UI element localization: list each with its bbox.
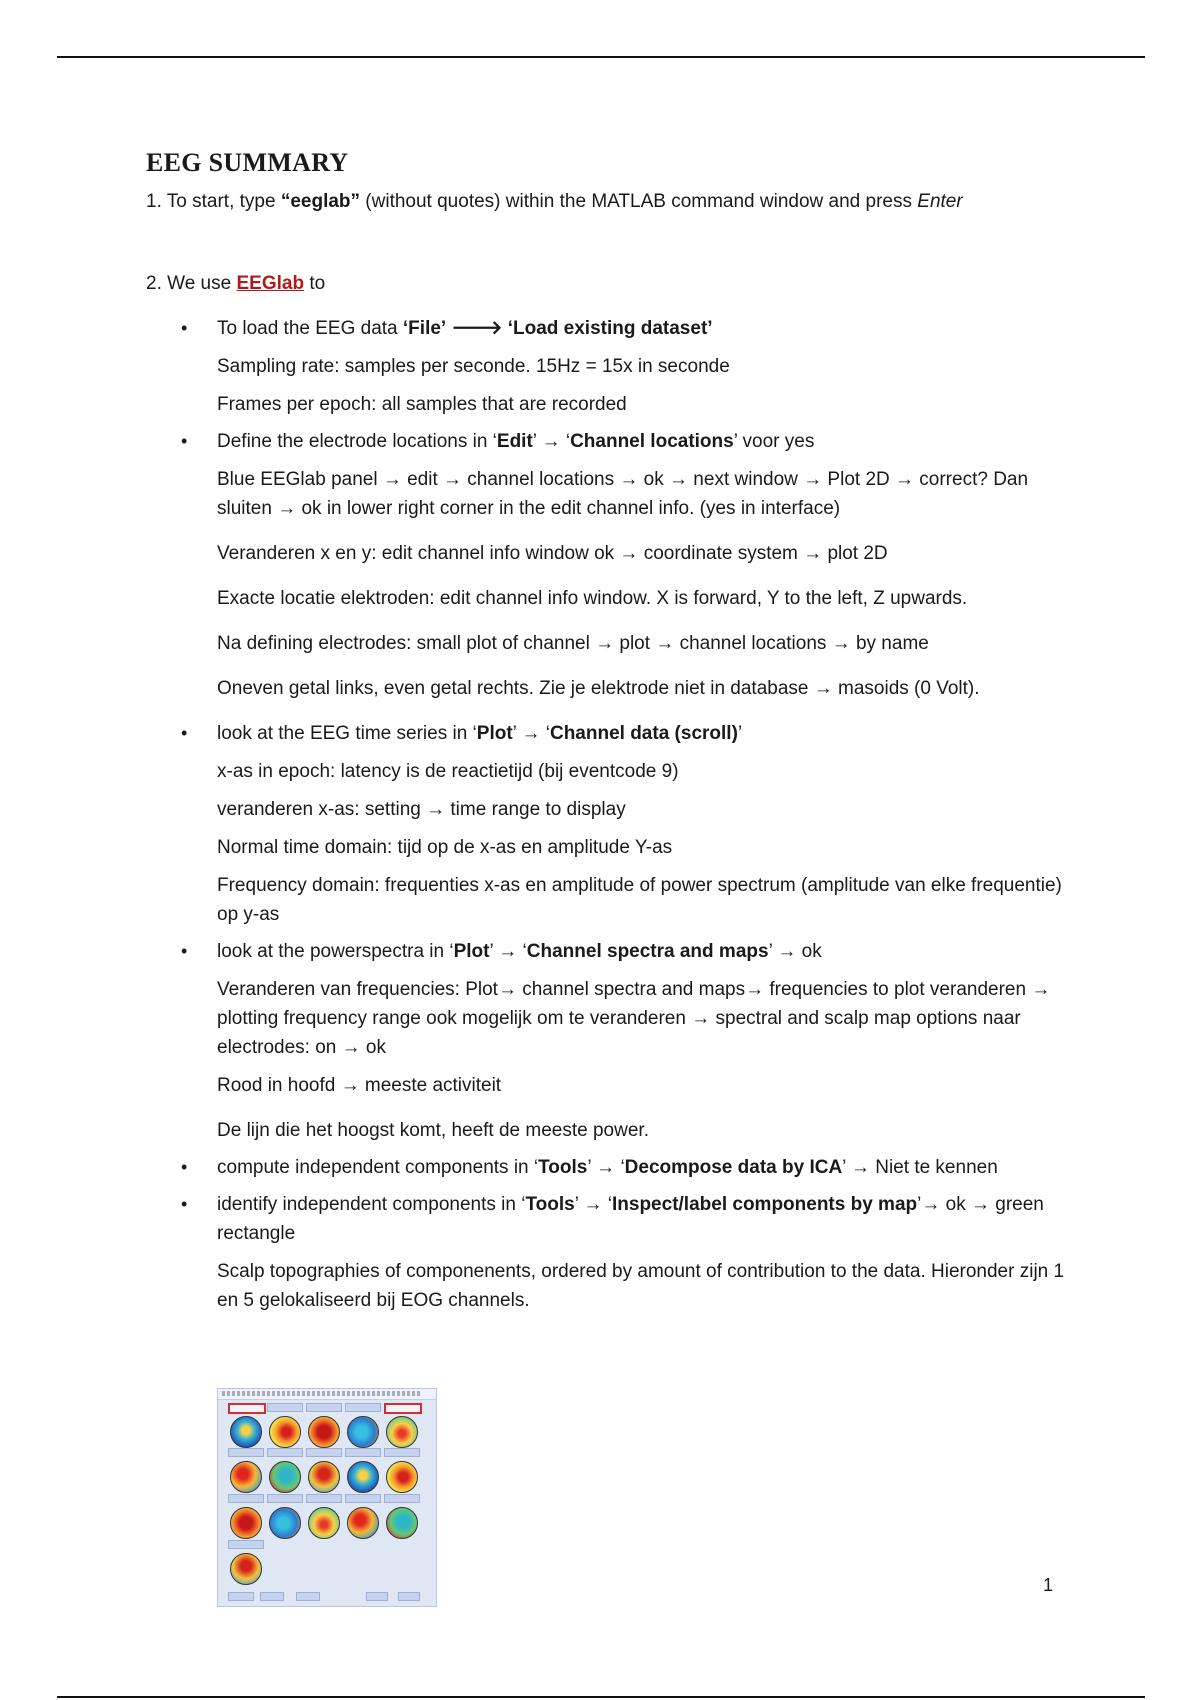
thumb-titlebar: [218, 1389, 436, 1400]
sub-line: Rood in hoofd → meeste activiteit: [217, 1075, 502, 1096]
sub-line: Veranderen van frequencies: Plot→ channel spectra and maps→ frequencies to plot veranderen → plotting frequency range ook mogelijk om te veranderen → spectral and scalp map options naar electrodes: on → ok: [217, 979, 1051, 1058]
sub-line: x-as in epoch: latency is de reactietijd (bij eventcode 9): [217, 761, 679, 782]
sub-line: Veranderen x en y: edit channel info window ok → coordinate system → plot 2D: [217, 543, 888, 564]
bullet-load-data: • To load the EEG data ‘File’ 🡒 ‘Load existing dataset’: [146, 314, 1066, 343]
component-label-button: [267, 1403, 303, 1412]
scalp-topography-map: [230, 1553, 262, 1585]
scalp-topography-map: [230, 1461, 262, 1493]
component-label-button: [306, 1448, 342, 1457]
scalp-topography-map: [308, 1416, 340, 1448]
step-1: 1. To start, type “eeglab” (without quotes) within the MATLAB command window and press Enter: [146, 191, 963, 212]
scalp-topography-map: [269, 1461, 301, 1493]
scalp-topography-map: [386, 1416, 418, 1448]
component-label-button: [267, 1448, 303, 1457]
step-2: 2. We use EEGlab to: [146, 273, 326, 294]
sub-line: De lijn die het hoogst komt, heeft de meeste power.: [217, 1120, 649, 1141]
sub-line: Scalp topographies of componenents, ordered by amount of contribution to the data. Hieronder zijn 1 en 5 gelokaliseerd bij EOG channels.: [217, 1261, 1065, 1311]
bullet-electrode-locations: • Define the electrode locations in ‘Edit’ → ‘Channel locations’ voor yes: [146, 427, 1066, 456]
component-label-button: [306, 1494, 342, 1503]
component-maps-screenshot: [217, 1388, 437, 1607]
sub-line: Na defining electrodes: small plot of channel → plot → channel locations → by name: [217, 633, 929, 654]
bullet-powerspectra: • look at the powerspectra in ‘Plot’ → ‘Channel spectra and maps’ → ok: [146, 937, 1066, 966]
bullet-dot: •: [181, 941, 188, 961]
sub-line: Sampling rate: samples per seconde. 15Hz = 15x in seconde: [217, 356, 730, 377]
scalp-topography-map: [308, 1507, 340, 1539]
scalp-topography-map: [230, 1507, 262, 1539]
bullet-dot: •: [181, 1194, 188, 1214]
header-rule: [57, 56, 1145, 58]
scalp-topography-map: [230, 1416, 262, 1448]
component-label-button: [306, 1403, 342, 1412]
component-label-button: [384, 1403, 422, 1414]
sub-line: Blue EEGlab panel → edit → channel locations → ok → next window → Plot 2D → correct? Dan sluiten → ok in lower right corner in the edit channel info. (yes in interface): [217, 469, 1029, 519]
component-label-button: [228, 1540, 264, 1549]
dialog-button: [366, 1592, 388, 1601]
component-label-button: [345, 1448, 381, 1457]
sub-line: veranderen x-as: setting → time range to display: [217, 799, 626, 820]
component-label-button: [228, 1448, 264, 1457]
bullet-identify-components: • identify independent components in ‘Tools’ → ‘Inspect/label components by map’→ ok → green rectangle: [146, 1190, 1066, 1248]
dialog-button: [398, 1592, 420, 1601]
component-label-button: [345, 1494, 381, 1503]
scalp-topography-map: [347, 1507, 379, 1539]
dialog-button: [296, 1592, 320, 1601]
component-label-button: [384, 1448, 420, 1457]
dialog-button: [228, 1592, 254, 1601]
bullet-list: [146, 314, 1066, 1315]
scalp-topography-map: [308, 1461, 340, 1493]
bullet-ica: • compute independent components in ‘Tools’ → ‘Decompose data by ICA’ → Niet te kennen: [146, 1153, 1066, 1182]
sub-line: Normal time domain: tijd op de x-as en amplitude Y-as: [217, 837, 673, 858]
dialog-button: [260, 1592, 284, 1601]
document-body: [146, 148, 1066, 1315]
component-label-button: [267, 1494, 303, 1503]
component-label-button: [228, 1494, 264, 1503]
scalp-topography-map: [386, 1461, 418, 1493]
scalp-topography-map: [269, 1507, 301, 1539]
bullet-dot: •: [181, 723, 188, 743]
bullet-dot: •: [181, 431, 188, 451]
component-label-button: [345, 1403, 381, 1412]
scalp-topography-map: [347, 1416, 379, 1448]
scalp-topography-map: [347, 1461, 379, 1493]
component-label-button: [384, 1494, 420, 1503]
eeglab-link[interactable]: EEGlab: [236, 273, 305, 294]
bullet-dot: •: [181, 1157, 188, 1177]
bullet-dot: •: [181, 318, 188, 338]
scalp-topography-map: [269, 1416, 301, 1448]
sub-line: Frames per epoch: all samples that are recorded: [217, 394, 627, 415]
scalp-topography-map: [386, 1507, 418, 1539]
sub-line: Oneven getal links, even getal rechts. Zie je elektrode niet in database → masoids (0 Volt).: [217, 678, 980, 699]
sub-line: Exacte locatie elektroden: edit channel info window. X is forward, Y to the left, Z upwards.: [217, 588, 968, 609]
document-title: EEG SUMMARY: [146, 148, 349, 177]
footer-rule: [57, 1696, 1145, 1698]
page-number: 1: [1043, 1575, 1054, 1595]
sub-line: Frequency domain: frequenties x-as en amplitude of power spectrum (amplitude van elke frequentie) op y-as: [217, 875, 1062, 925]
bullet-time-series: • look at the EEG time series in ‘Plot’ → ‘Channel data (scroll)’: [146, 719, 1066, 748]
component-label-button: [228, 1403, 266, 1414]
